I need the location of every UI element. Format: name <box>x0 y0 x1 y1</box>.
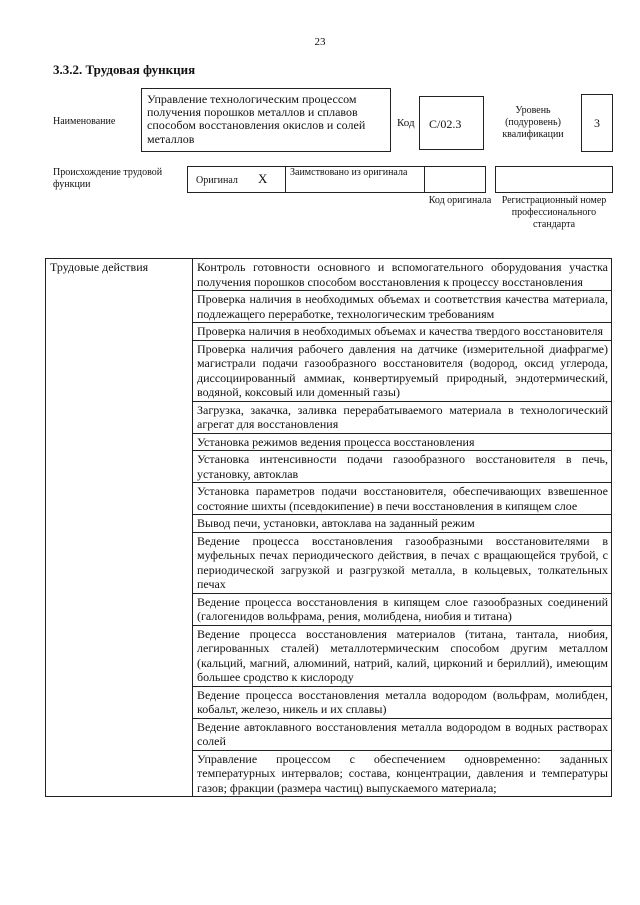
original-label: Оригинал <box>196 175 238 186</box>
borrowed-label: Заимствовано из оригинала <box>290 167 408 178</box>
labor-action-item: Вывод печи, установки, автоклава на заданный режим <box>193 515 612 533</box>
code-label: Код <box>397 117 415 129</box>
function-code-box: C/02.3 <box>419 96 484 150</box>
name-label: Наименование <box>53 116 116 127</box>
labor-action-item: Проверка наличия рабочего давления на датчике (измерительной диафрагме) магистрали подачи газообразного восстановителя (водород, оксид углерода, диссоциированный аммиак, конвертируемый природный, эндотермический, водяной, коксовый или доменный газы) <box>193 340 612 401</box>
labor-action-item: Контроль готовности основного и вспомогательного оборудования участка получения порошков способом восстановления к процессу восстановления <box>193 259 612 291</box>
qualification-level-label: Уровень (подуровень) квалификации <box>502 105 564 140</box>
origin-label: Происхождение трудовой функции <box>53 167 163 190</box>
code-original-cell <box>424 166 486 193</box>
origin-row <box>187 166 613 193</box>
labor-action-item: Проверка наличия в необходимых объемах и качества твердого восстановителя <box>193 323 612 341</box>
original-mark: X <box>258 171 268 186</box>
labor-actions-table <box>45 258 612 797</box>
labor-action-item: Установка режимов ведения процесса восстановления <box>193 433 612 451</box>
labor-action-item: Ведение процесса восстановления в кипящем слое газообразных соединений (галогенидов вольфрама, рения, молибдена, ниобия и титана) <box>193 593 612 625</box>
table-row <box>46 259 612 291</box>
labor-action-item: Установка интенсивности подачи газообразного восстановителя в печь, установку, автоклав <box>193 451 612 483</box>
code-original-label: Код оригинала <box>428 195 492 206</box>
labor-action-item: Ведение процесса восстановления материалов (титана, тантала, ниобия, легированных сталей) металлотермическим способом другим металлом (кальций, магний, алюминий, натрий, калий, цирконий и бериллий), имеющим большее сродство к кислороду <box>193 625 612 686</box>
labor-action-item: Ведение процесса восстановления газообразными восстановителями в муфельных печах периодического действия, в печах с вращающейся трубой, с периодической загрузкой и разгрузкой металла, в кольцевых, толкательных печах <box>193 532 612 593</box>
original-cell <box>187 166 286 193</box>
qualification-level-box: 3 <box>581 94 613 152</box>
function-name-box: Управление технологическим процессом получения порошков металлов и сплавов способом восстановления окислов и солей металлов <box>141 88 391 152</box>
reg-number-cell <box>495 166 613 193</box>
borrowed-cell <box>285 166 425 193</box>
section-title: 3.3.2. Трудовая функция <box>53 62 196 77</box>
labor-action-item: Проверка наличия в необходимых объемах и соответствия качества материала, подлежащего переработке, технологическим требованиям <box>193 291 612 323</box>
labor-action-item: Загрузка, закачка, заливка перерабатываемого материала в технологический агрегат для восстановления <box>193 401 612 433</box>
reg-number-label: Регистрационный номер профессионального стандарта <box>501 195 607 230</box>
labor-action-item: Ведение процесса восстановления металла водородом (вольфрам, молибден, кобальт, железо, никель и их сплавы) <box>193 686 612 718</box>
labor-actions-heading: Трудовые действия <box>46 259 193 797</box>
page-number: 23 <box>314 36 326 48</box>
labor-action-item: Управление процессом с обеспечением одновременно: заданных температурных интервалов; состава, концентрации, давления и температуры газов; фракции (размера частиц) выпускаемого материала; <box>193 750 612 797</box>
labor-action-item: Ведение автоклавного восстановления металла водородом в водных растворах солей <box>193 718 612 750</box>
labor-action-item: Установка параметров подачи восстановителя, обеспечивающих взвешенное состояние шихты (псевдокипение) в печи восстановления в кипящем слое <box>193 483 612 515</box>
